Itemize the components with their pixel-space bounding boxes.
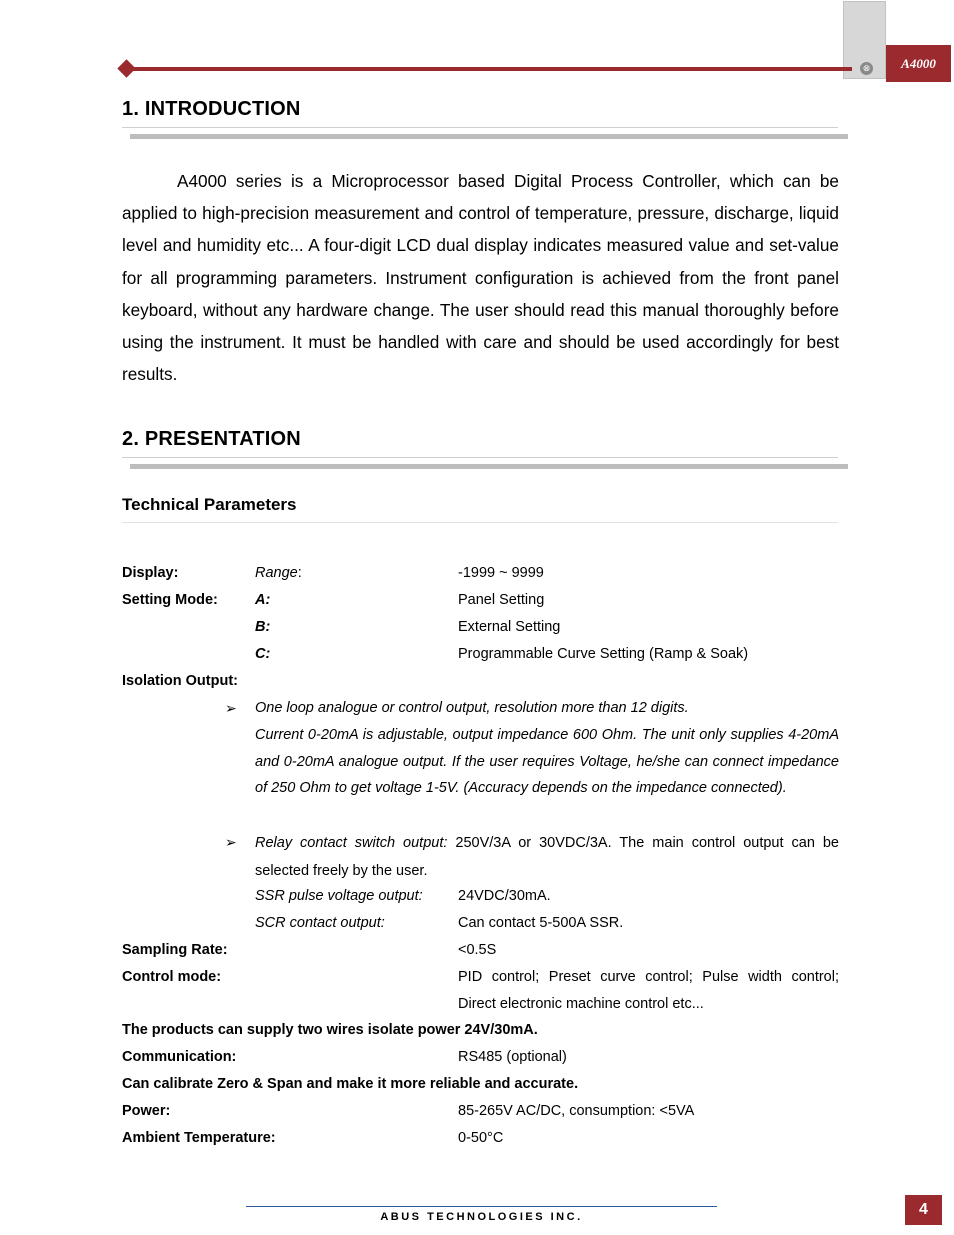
section-presentation-heading: 2. PRESENTATION [122,428,301,450]
sampling-rate-value: <0.5S [458,942,497,958]
communication-value: RS485 (optional) [458,1049,567,1065]
analogue-output-paragraph: Current 0-20mA is adjustable, output impedance 600 Ohm. The unit only supplies 4-20mA and 0-20mA analogue output. If the user requires Voltage, he/she can connect impedance of 250 Ohm to get voltage 1-5V. (Accuracy depends on the impedance connected). [255,727,839,797]
communication-label: Communication: [122,1049,237,1065]
two-wire-power-note: The products can supply two wires isolate power 24V/30mA. [122,1022,538,1038]
header-rule [126,67,852,71]
setting-mode-value-b: External Setting [458,619,561,635]
setting-mode-label: Setting Mode: [122,592,218,608]
display-range-label [255,560,302,587]
relay-output-paragraph [255,829,839,885]
header-diamond [117,59,135,77]
setting-mode-key-a: A: [255,592,271,608]
sampling-rate-label: Sampling Rate: [122,942,228,958]
power-label: Power: [122,1103,171,1119]
footer-company-name: ABUS TECHNOLOGIES INC. [380,1211,583,1223]
technical-parameters-rule [122,522,838,523]
header-model-tab: A4000 [886,45,951,82]
setting-mode-value-c: Programmable Curve Setting (Ramp & Soak) [458,646,749,662]
page-number: 4 [905,1195,942,1225]
bullet-arrow-icon: ➢ [225,834,237,850]
technical-parameters-heading: Technical Parameters [122,495,297,514]
bullet-arrow-icon: ➢ [225,700,237,716]
ambient-temperature-value: 0-50°C [458,1130,504,1146]
relay-output-value: 250V/3A or 30VDC/3A. The main control output can be selected freely by the user. [255,835,839,879]
display-range-colon: : [297,565,302,581]
section-presentation-thick-rule [130,464,848,469]
display-range-value: -1999 ~ 9999 [458,565,544,581]
isolation-output-label: Isolation Output: [122,673,238,689]
ambient-temperature-label: Ambient Temperature: [122,1130,276,1146]
ssr-output-label: SSR pulse voltage output: [255,888,423,904]
display-range-key: Range [255,565,298,581]
scr-output-label: SCR contact output: [255,915,385,931]
header-circle-icon: ⊗ [860,62,873,75]
section-introduction-thin-rule [122,127,838,128]
setting-mode-key-c: C: [255,646,271,662]
calibrate-note: Can calibrate Zero & Span and make it more reliable and accurate. [122,1076,579,1092]
control-mode-value: PID control; Preset curve control; Pulse width control; Direct electronic machine control etc... [458,969,839,1012]
setting-mode-value-a: Panel Setting [458,592,545,608]
section-introduction-thick-rule [130,134,848,139]
scr-output-value: Can contact 5-500A SSR. [458,915,624,931]
analogue-output-line: One loop analogue or control output, resolution more than 12 digits. [255,700,689,716]
relay-output-label: Relay contact switch output: [255,835,448,851]
ssr-output-value: 24VDC/30mA. [458,888,551,904]
display-label: Display: [122,565,179,581]
setting-mode-key-b: B: [255,619,271,635]
section-introduction-heading: 1. INTRODUCTION [122,98,301,120]
control-mode-label: Control mode: [122,969,222,985]
power-value: 85-265V AC/DC, consumption: <5VA [458,1103,695,1119]
section-presentation-thin-rule [122,457,838,458]
introduction-paragraph [122,165,839,390]
footer-rule [246,1206,717,1207]
introduction-text: A4000 series is a Microprocessor based Digital Process Controller, which can be applied to high-precision measurement and control of temperature, pressure, discharge, liquid level and humidity etc... A four-digit LCD dual display indicates measured value and set-value for all programming parameters. Instrument configuration is achieved from the front panel keyboard, without any hardware change. The user should read this manual thoroughly before using the instrument. It must be handled with care and should be used accordingly for best results. [122,171,839,385]
